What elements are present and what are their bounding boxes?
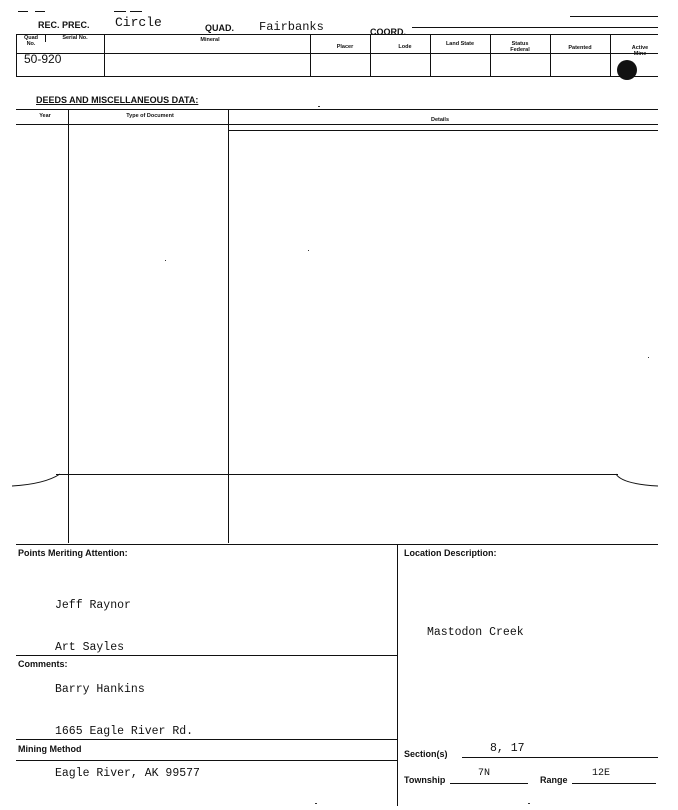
- col-mineral: Mineral: [200, 37, 220, 43]
- township-label: Township: [404, 775, 446, 785]
- deeds-fold-mark-right: [612, 470, 662, 490]
- points-line: Jeff Raynor: [55, 599, 131, 612]
- col-year: Year: [39, 113, 51, 119]
- range-label: Range: [540, 775, 568, 785]
- col-quad-no: Quad No.: [23, 35, 39, 47]
- col-serial-no: Serial No.: [62, 35, 88, 41]
- col-type-of-document: Type of Document: [126, 113, 174, 119]
- col-land-state: Land State: [445, 41, 475, 47]
- coord-label: COORD.: [370, 27, 406, 37]
- col-active-mine: Active Mine: [631, 45, 649, 57]
- points-line: Art Sayles: [55, 641, 125, 654]
- rec-prec-label: REC. PREC.: [38, 20, 90, 30]
- mining-method-label: Mining Method: [18, 744, 82, 754]
- lower-section-top: [16, 544, 658, 545]
- township-value: 7N: [478, 768, 491, 779]
- col-status-federal: Status Federal: [510, 41, 530, 53]
- location-description-value: Mastodon Creek: [427, 626, 524, 639]
- deeds-divider-details: [228, 109, 229, 543]
- col-details: Details: [430, 117, 450, 123]
- location-description-label: Location Description:: [404, 548, 497, 558]
- deeds-fold-mark-left: [10, 470, 70, 490]
- comments-label: Comments:: [18, 659, 68, 669]
- col-patented: Patented: [568, 45, 592, 51]
- range-value: 12E: [592, 768, 611, 779]
- points-line: Barry Hankins: [55, 683, 145, 696]
- points-line: Eagle River, AK 99577: [55, 767, 200, 780]
- col-lode: Lode: [398, 44, 412, 50]
- points-contact-block: [55, 571, 200, 795]
- points-meriting-attention-label: Points Meriting Attention:: [18, 548, 128, 558]
- rec-prec-value: Circle: [115, 15, 162, 30]
- points-line: 1665 Eagle River Rd.: [55, 725, 194, 738]
- quad-label: QUAD.: [205, 23, 234, 33]
- deeds-section-title: DEEDS AND MISCELLANEOUS DATA:: [36, 95, 199, 105]
- col-placer: Placer: [336, 44, 354, 50]
- claim-table-top: [16, 34, 658, 35]
- lower-divider: [397, 544, 398, 806]
- sections-label: Section(s): [404, 749, 448, 759]
- punch-hole-mark: [617, 60, 637, 80]
- quad-no-value: 50-920: [24, 52, 62, 66]
- claim-table-bottom: [16, 76, 658, 77]
- sections-value: 8, 17: [490, 742, 525, 755]
- quad-value: Fairbanks: [259, 20, 324, 34]
